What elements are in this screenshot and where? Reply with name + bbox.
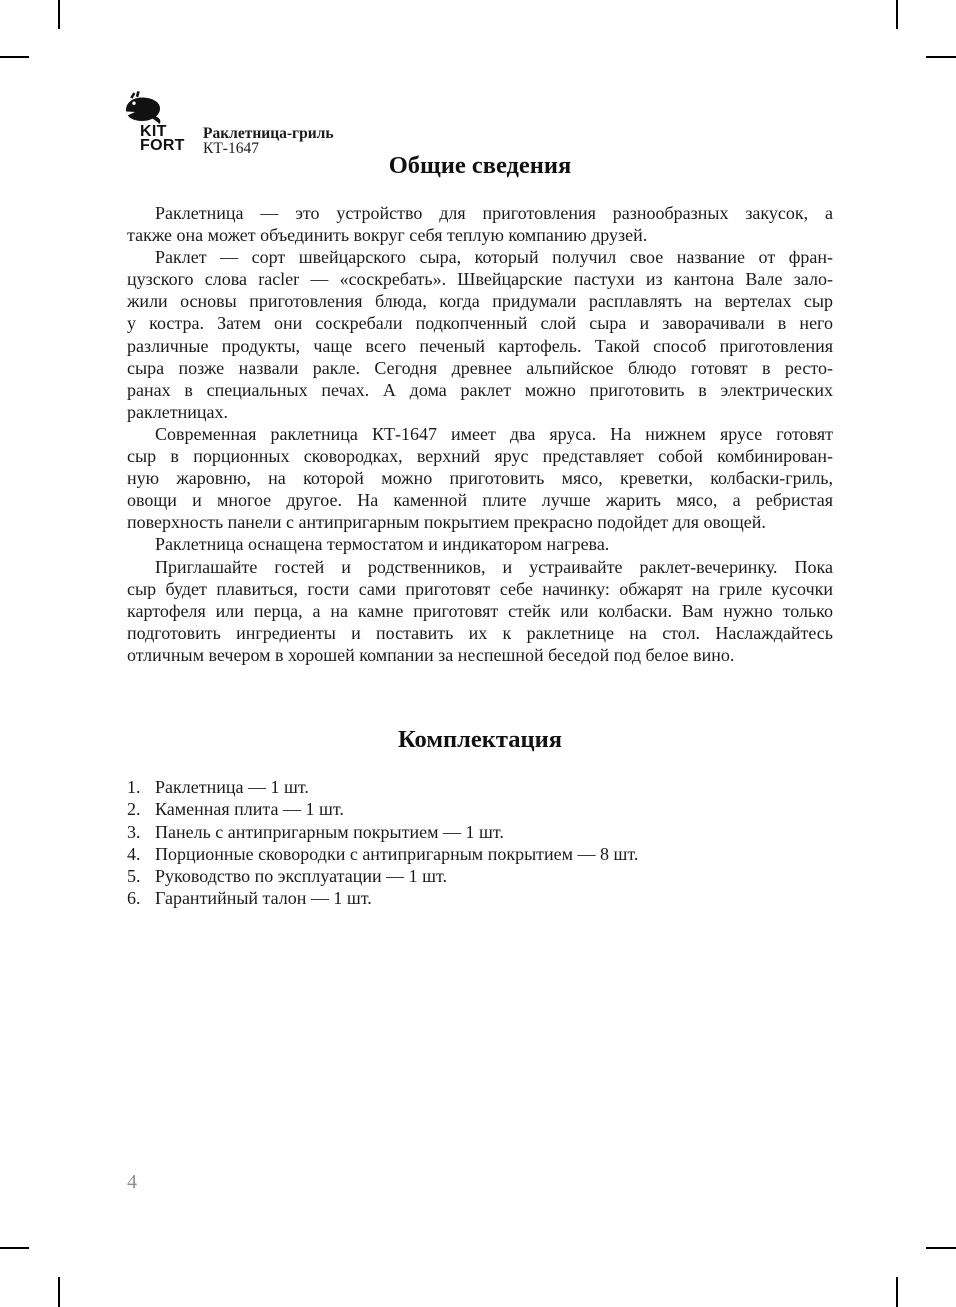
paragraph-line: ранах в специальных печах. А дома раклет можно приготовить в электрических xyxy=(127,379,833,400)
paragraph-line: раклетницах. xyxy=(127,401,228,422)
paragraph-line: сыр в порционных сковородках, верхний ярус представляет собой комбинирован- xyxy=(127,446,833,467)
brand-wordmark-line1: KIT xyxy=(140,123,167,140)
list-item-number: 6. xyxy=(127,888,141,909)
general-paragraphs xyxy=(127,202,833,666)
crop-mark-top-left-horizontal xyxy=(0,56,29,58)
section-heading-kit: Комплектация xyxy=(398,726,562,753)
paragraph-line: Раклетница — это устройство для приготовления разнообразных закусок, а xyxy=(155,203,833,223)
crop-mark-bottom-left-vertical xyxy=(58,1277,60,1307)
section-heading-general: Общие сведения xyxy=(388,152,572,179)
paragraph-line: жили основы приготовления блюда, когда придумали расплавлять на вертелах сыр xyxy=(127,291,833,312)
paragraph-line: у костра. Затем они соскребали подкопченный слой сыра и заворачивали в него xyxy=(127,313,833,334)
paragraph-line: отличным вечером в хорошей компании за неспешной беседой под белое вино. xyxy=(127,644,735,665)
kit-list xyxy=(127,776,833,910)
page-number: 4 xyxy=(127,1171,137,1193)
list-item xyxy=(127,776,833,798)
crop-mark-bottom-right-vertical xyxy=(896,1277,898,1307)
list-item xyxy=(127,798,833,820)
list-item-text: Порционные сковородки с антипригарным покрытием — 8 шт. xyxy=(155,843,639,864)
list-item-text: Руководство по эксплуатации — 1 шт. xyxy=(155,866,447,887)
crop-mark-top-right-vertical xyxy=(896,0,898,29)
paragraph-line: сыр будет плавиться, гости сами приготовят себе начинку: обжарят на гриле кусочки xyxy=(127,578,833,599)
list-item-text: Гарантийный талон — 1 шт. xyxy=(155,888,372,909)
crop-mark-bottom-right-horizontal xyxy=(926,1247,956,1249)
paragraph-line: цузского слова racler — «соскребать». Швейцарские пастухи из кантона Вале зало- xyxy=(127,269,833,290)
paragraph-line: Раклет — сорт швейцарского сыра, который получил свое название от фран- xyxy=(155,247,833,268)
list-item-number: 5. xyxy=(127,866,141,887)
list-item-text: Раклетница — 1 шт. xyxy=(155,777,309,797)
crop-mark-bottom-left-horizontal xyxy=(0,1247,29,1249)
brand-wordmark xyxy=(140,125,185,153)
crop-mark-top-right-horizontal xyxy=(926,56,956,58)
paragraph-line: Приглашайте гостей и родственников, и устраивайте раклет-вечеринку. Пока xyxy=(155,556,833,577)
list-item xyxy=(127,821,833,843)
paragraph-line: различные продукты, чаще всего печеный картофель. Такой способ приготовления xyxy=(127,335,833,356)
product-model: КТ-1647 xyxy=(203,140,259,157)
product-title: Раклетница-гриль xyxy=(203,125,334,142)
list-item xyxy=(127,865,833,887)
list-item-number: 4. xyxy=(127,843,141,864)
list-item-number: 2. xyxy=(127,799,141,820)
whale-plug-icon xyxy=(123,91,163,125)
paragraph-line: картофеля или перца, а на камне приготовят стейк или колбаски. Вам нужно только xyxy=(127,600,833,621)
list-item-text: Каменная плита — 1 шт. xyxy=(155,799,344,820)
paragraph-line: сыра позже назвали ракле. Сегодня древнее альпийское блюдо готовят в ресто- xyxy=(127,357,833,378)
paragraph-line: поверхность панели с антипригарным покрытием прекрасно подойдет для овощей. xyxy=(127,512,766,533)
paragraph-line: овощи и многое другое. На каменной плите лучше жарить мясо, а ребристая xyxy=(127,490,833,511)
paragraph-line: Современная раклетница КТ-1647 имеет два яруса. На нижнем ярусе готовят xyxy=(155,423,833,444)
paragraph-line: Раклетница оснащена термостатом и индикатором нагрева. xyxy=(155,534,610,555)
list-item xyxy=(127,887,833,909)
paragraph-line: также она может объединить вокруг себя теплую компанию друзей. xyxy=(127,225,648,246)
list-item-number: 3. xyxy=(127,821,141,842)
list-item-number: 1. xyxy=(127,777,141,797)
crop-mark-top-left-vertical xyxy=(58,0,60,29)
paragraph-line: ную жаровню, на которой можно приготовить мясо, креветки, колбаски-гриль, xyxy=(127,468,833,489)
paragraph-line: подготовить ингредиенты и поставить их к раклетнице на стол. Наслаждайтесь xyxy=(127,622,833,643)
brand-wordmark-line2: FORT xyxy=(140,137,185,154)
list-item-text: Панель с антипригарным покрытием — 1 шт. xyxy=(155,821,504,842)
list-item xyxy=(127,843,833,865)
